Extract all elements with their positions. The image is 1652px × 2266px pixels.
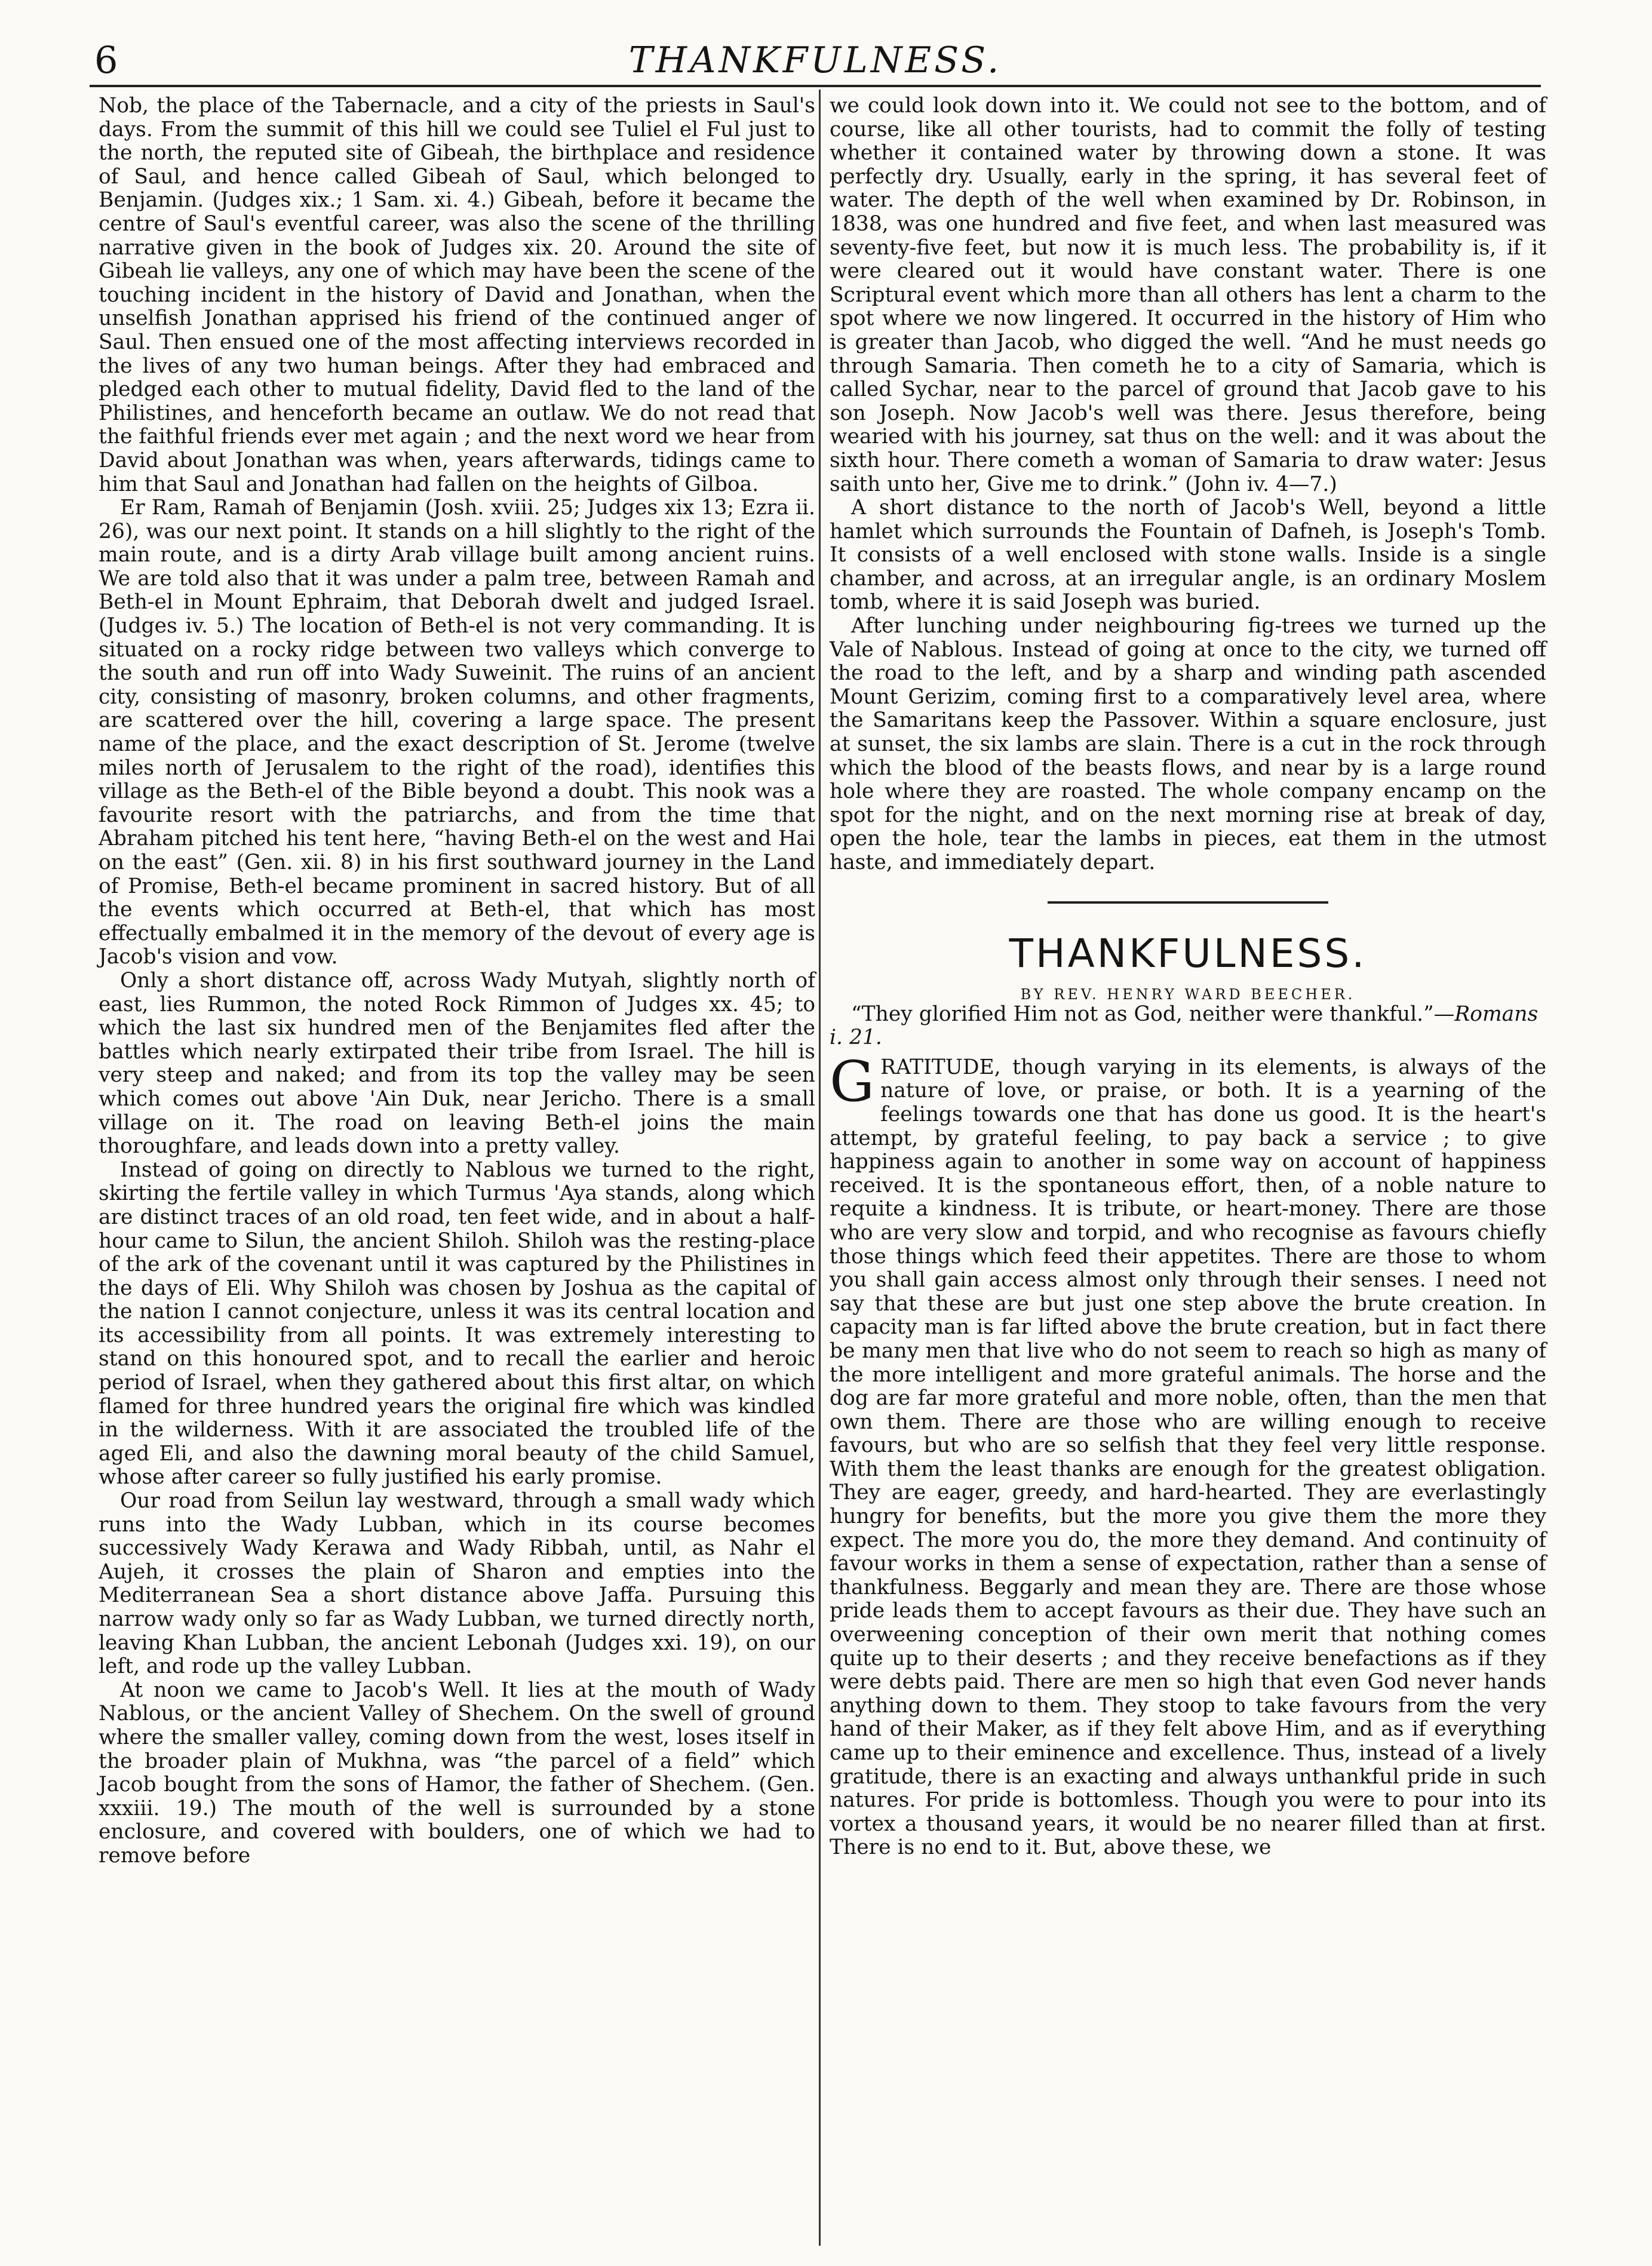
paragraph: A short distance to the north of Jacob's Well, beyond a little hamlet which surrounds the Fountain of Dafneh, is Joseph's Tomb. It consists of a well enclosed with stone walls. Inside is a single chamber, and across, at an irregular angle, is an ordinary Moslem tomb, where it is said Joseph was buried. [830, 496, 1546, 615]
paragraph: Our road from Seilun lay westward, through a small wady which runs into the Wady Lubban, which in its course becomes successively Wady Kerawa and Wady Ribbah, until, as Nahr el Aujeh, it crosses the plain of Sharon and empties into the Mediterranean Sea a short distance above Jaffa. Pursuing this narrow wady only so far as Wady Lubban, we turned directly north, leaving Khan Lubban, the ancient Lebonah (Judges xxi. 19), on our left, and rode up the valley Lubban. [99, 1489, 815, 1679]
article-body-text: RATITUDE, though varying in its elements, is always of the nature of love, or praise, or both. It is a yearning of the feelings towards one that has done us good. It is the heart's attempt, by grateful feeling, to pay back a service ; to give happiness again to another in some way on account of happiness received. It is the spontaneous effort, then, of a noble nature to requite a kindness. It is tribute, or heart-money. There are those who are very slow and torpid, and who recognise as favours chiefly those things which feed their appetites. There are those to whom you shall gain access almost only through their senses. I need not say that these are but just one step above the brute creation. In capacity man is far lifted above the brute creation, but in fact there be many men that live who do not seem to reach so high as many of the more intelligent and more grateful animals. The horse and the dog are far more grateful and more noble, often, than the men that own them. There are those who are willing enough to receive favours, but who are so selfish that they feel very little response. With them the least thanks are enough for the greatest obligation. They are eager, greedy, and hard-hearted. They are everlastingly hungry for benefits, but the more you give them the more they expect. The more you do, the more they demand. And continuity of favour works in them a sense of expectation, rather than a sense of thankfulness. Beggarly and mean they are. There are those whose pride leads them to accept favours as their due. They have such an overweening conception of their own merit that nothing comes quite up to their deserts ; and they receive benefactions as if they were debts paid. There are men so high that even God never hands anything down to them. They stoop to take favours from the very hand of their Maker, as if they felt above Him, and as if everything came up to their eminence and excellence. Thus, instead of a lively gratitude, there is an exacting and always unthankful pride in such natures. For pride is bottomless. Though you were to pour into its vortex a thousand years, it would be no nearer filled than at first. There is no end to it. But, above these, we [830, 1055, 1546, 1860]
paragraph: Only a short distance off, across Wady Mutyah, slightly north of east, lies Rummon, the noted Rock Rimmon of Judges xx. 45; to which the last six hundred men of the Benjamites fled after the battles which nearly extirpated their tribe from Israel. The hill is very steep and naked; and from its top the valley may be seen which comes out above 'Ain Duk, near Jericho. There is a small village on it. The road on leaving Beth-el joins the main thoroughfare, and leads down into a pretty valley. [99, 968, 815, 1159]
paragraph: Er Ram, Ramah of Benjamin (Josh. xviii. 25; Judges xix 13; Ezra ii. 26), was our next point. It stands on a hill slightly to the right of the main route, and is a dirty Arab village built among ancient ruins. We are told also that it was under a palm tree, between Ramah and Beth-el in Mount Ephraim, that Deborah dwelt and judged Israel. (Judges iv. 5.) The location of Beth-el is not very commanding. It is situated on a rocky ridge between two valleys which converge to the south and run off into Wady Suweinit. The ruins of an ancient city, consisting of masonry, broken columns, and other fragments, are scattered over the hill, covering a large space. The present name of the place, and the exact description of St. Jerome (twelve miles north of Jerusalem to the right of the road), identifies this village as the Beth-el of the Bible beyond a doubt. This nook was a favourite resort with the patriarchs, and from the time that Abraham pitched his tent here, “having Beth-el on the west and Hai on the east” (Gen. xii. 8) in his first southward journey in the Land of Promise, Beth-el became prominent in sacred history. But of all the events which occurred at Beth-el, that which has most effectually embalmed it in the memory of the devout of every age is Jacob's vision and vow. [99, 496, 815, 969]
running-title: THANKFULNESS. [628, 39, 1002, 81]
article-title: THANKFULNESS. [1009, 930, 1367, 977]
epigraph-citation: Romans i. 21. [830, 1002, 1539, 1050]
drop-cap: G [830, 1049, 875, 1114]
epigraph-quote: “They glorified Him not as God, neither were thankful.”— [851, 1002, 1455, 1026]
left-column [99, 94, 815, 1868]
paragraph: Instead of going on directly to Nablous we turned to the right, skirting the fertile valley in which Turmus 'Aya stands, along which are distinct traces of an old road, ten feet wide, and in about a half-hour came to Silun, the ancient Shiloh. Shiloh was the resting-place of the ark of the covenant until it was captured by the Philistines in the days of Eli. Why Shiloh was chosen by Joshua as the capital of the nation I cannot conjecture, unless it was its central location and its accessibility from all points. It was extremely interesting to stand on this honoured spot, and to recall the earlier and heroic period of Israel, when they gathered about this first altar, on which flamed for three hundred years the original fire which was kindled in the wilderness. With it are associated the troubled life of the aged Eli, and also the dawning moral beauty of the child Samuel, whose after career so fully justified his early promise. [99, 1157, 815, 1490]
article-body [830, 1049, 1546, 1860]
epigraph [830, 1003, 1546, 1050]
paragraph: Nob, the place of the Tabernacle, and a city of the priests in Saul's days. From the summit of this hill we could see Tuliel el Ful just to the north, the reputed site of Gibeah, the birthplace and residence of Saul, and hence called Gibeah of Saul, which belonged to Benjamin. (Judges xix.; 1 Sam. xi. 4.) Gibeah, before it became the centre of Saul's eventful career, was also the scene of the thrilling narrative given in the book of Judges xix. 20. Around the site of Gibeah lie valleys, any one of which may have been the scene of the touching incident in the history of David and Jonathan, when the unselfish Jonathan apprised his friend of the continued anger of Saul. Then ensued one of the most affecting interviews recorded in the lives of any two human beings. After they had embraced and pledged each other to mutual fidelity, David fled to the land of the Philistines, and henceforth became an outlaw. We do not read that the faithful friends ever met again ; and the next word we hear from David about Jonathan was when, years afterwards, tidings came to him that Saul and Jonathan had fallen on the heights of Gilboa. [99, 94, 815, 496]
page-number: 6 [94, 38, 118, 82]
paragraph: After lunching under neighbouring fig-trees we turned up the Vale of Nablous. Instead of going at once to the city, we turned off the road to the left, and by a sharp and winding path ascended Mount Gerizim, coming first to a comparatively level area, where the Samaritans keep the Passover. Within a square enclosure, just at sunset, the six lambs are slain. There is a cut in the rock through which the blood of the beasts flows, and near by is a large round hole where they are roasted. The whole company encamp on the spot for the night, and on the next morning rise at break of day, open the hole, tear the lambs in pieces, eat them in the utmost haste, and immediately depart. [830, 614, 1546, 874]
right-column [830, 94, 1546, 1860]
paragraph: At noon we came to Jacob's Well. It lies at the mouth of Wady Nablous, or the ancient Valley of Shechem. On the swell of ground where the smaller valley, coming down from the west, loses itself in the broader plain of Mukhna, was “the parcel of a field” which Jacob bought from the sons of Hamor, the father of Shechem. (Gen. xxxiii. 19.) The mouth of the well is surrounded by a stone enclosure, and covered with boulders, one of which we had to remove before [99, 1678, 815, 1868]
page-header [90, 36, 1541, 87]
column-divider [819, 90, 821, 2246]
article-byline: BY REV. HENRY WARD BEECHER. [1020, 985, 1356, 1003]
paragraph: we could look down into it. We could not see to the bottom, and of course, like all other tourists, had to commit the folly of testing whether it contained water by throwing down a stone. It was perfectly dry. Usually, early in the spring, it has several feet of water. The depth of the well when examined by Dr. Robinson, in 1838, was one hundred and five feet, and when last measured was seventy-five feet, but now it is much less. The probability is, if it were cleared out it would have constant water. There is one Scriptural event which more than all others has lent a charm to the spot where we now lingered. It occurred in the history of Him who is greater than Jacob, who digged the well. “And he must needs go through Samaria. Then cometh he to a city of Samaria, which is called Sychar, near to the parcel of ground that Jacob gave to his son Joseph. Now Jacob's well was there. Jesus therefore, being wearied with his journey, sat thus on the well: and it was about the sixth hour. There cometh a woman of Samaria to draw water: Jesus saith unto her, Give me to drink.” (John iv. 4—7.) [830, 94, 1546, 496]
section-divider [1048, 901, 1328, 904]
